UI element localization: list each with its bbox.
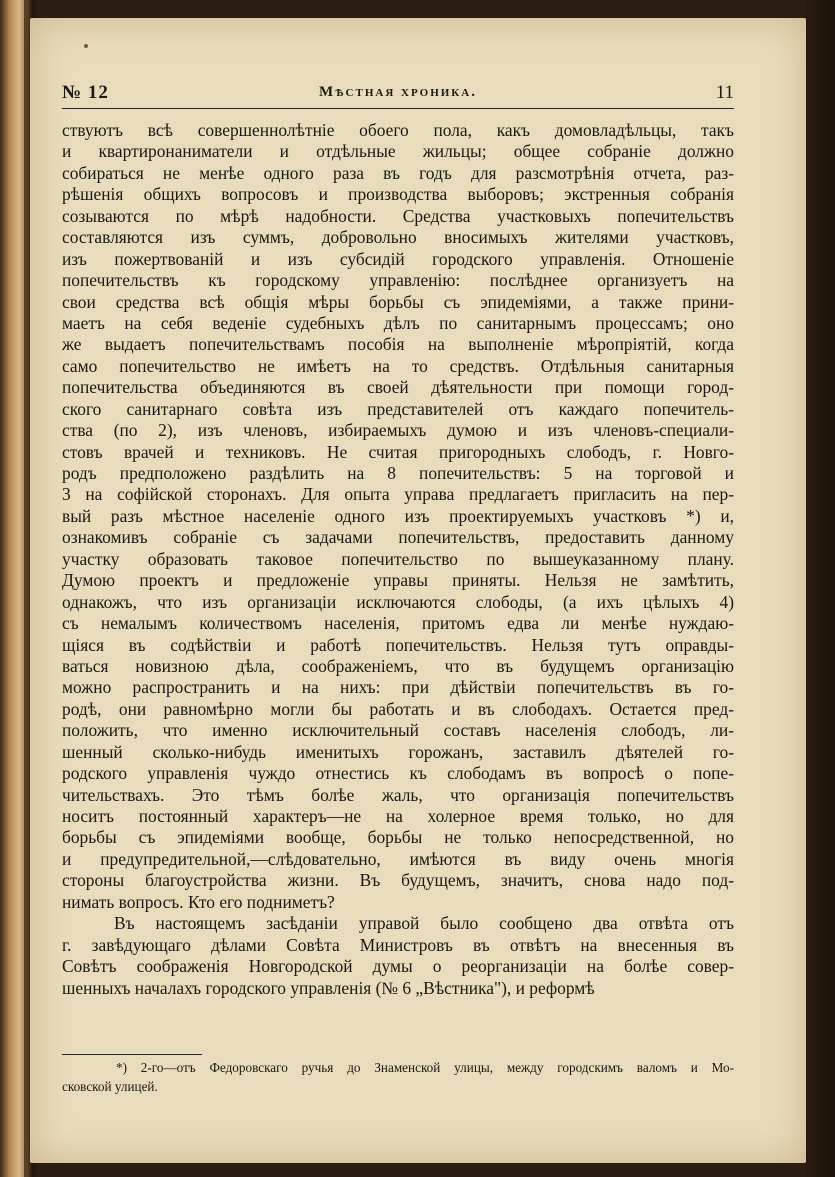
text-line: ского санитарнаго совѣта изъ представителей отъ каждаго попечитель- <box>62 398 734 419</box>
text-line: носитъ постоянный характеръ—не на холерное время только, но для <box>62 806 734 826</box>
text-line: изъ пожертвованій и изъ субсидій городского управленія. Отношеніе <box>62 248 734 269</box>
text-line: стовъ врачей и техниковъ. Не считая пригородныхъ слободъ, г. Новго- <box>62 441 734 462</box>
text-line: стороны благоустройства жизни. Въ будущемъ, значитъ, снова надо под- <box>62 870 734 891</box>
running-header <box>62 82 734 108</box>
text-line: Въ настоящемъ засѣданіи управой было сообщено два отвѣта отъ <box>114 913 734 934</box>
text-line: 3 на софійской сторонахъ. Для опыта управа предлагаетъ пригласить на пер- <box>62 484 734 505</box>
text-line: положить, что именно исключительный составъ населенія слободъ, ли- <box>62 720 734 741</box>
text-line: составляются изъ суммъ, добровольно вносимыхъ жителями участковъ, <box>62 227 734 248</box>
section-title: Мѣстная хроника. <box>319 84 477 100</box>
text-line: можно распространить и на нихъ: при дѣйствіи попечительствъ въ го- <box>62 677 734 698</box>
text-line: съ немалымъ количествомъ населенія, притомъ едва ли менѣе нуждаю- <box>62 613 734 634</box>
text-line: ознакомивъ собраніе съ задачами попечительствъ, предоставить данному <box>62 527 734 548</box>
footnote <box>62 1058 734 1096</box>
text-line: г. завѣдующаго дѣлами Совѣта Министровъ въ отвѣтъ на внесенныя въ <box>62 934 734 955</box>
footnote-line: сковской улицей. <box>62 1079 158 1094</box>
issue-number: № 12 <box>62 82 109 103</box>
text-line: нимать вопросъ. Кто его подниметъ? <box>62 891 335 912</box>
text-line: борьбы съ эпидеміями вообще, борьбы не только непосредственной, но <box>62 827 734 848</box>
text-line: собираться не менѣе одного раза въ годъ для разсмотрѣнія отчета, раз- <box>62 162 734 183</box>
text-line: шенный сколько-нибудь именитыхъ горожанъ, заставилъ дѣятелей го- <box>62 741 734 762</box>
text-line: ства (по 2), изъ членовъ, избираемыхъ думою и изъ членовъ-специали- <box>62 420 734 441</box>
article-body <box>62 120 734 999</box>
header-rule <box>62 108 734 109</box>
text-line: участку образовать таковое попечительство по вышеуказанному плану. <box>62 548 734 569</box>
text-line: свои средства всѣ общія мѣры борьбы съ эпидеміями, а также прини- <box>62 291 734 312</box>
text-line: созываются по мѣрѣ надобности. Средства участковыхъ попечительствъ <box>62 205 734 226</box>
text-line: родского управленія чуждо отнестись къ слободамъ въ вопросѣ о попе- <box>62 763 734 784</box>
text-line: Думою проектъ и предложеніе управы приняты. Нельзя не замѣтить, <box>62 570 734 591</box>
text-line: чительствахъ. Это тѣмъ болѣе жаль, что организація попечительствъ <box>62 784 734 805</box>
text-line: и предупредительной,—слѣдовательно, имѣются въ виду очень многія <box>62 848 734 869</box>
text-line: однакожъ, что изъ организаціи исключаются слободы, (а ихъ цѣлыхъ 4) <box>62 591 734 612</box>
page-number: 11 <box>715 82 734 103</box>
text-line: шенныхъ началахъ городского управленія (№ 6 „Вѣстника"), и реформѣ <box>62 977 595 998</box>
text-line: же выдаетъ попечительствамъ пособія на выполненіе мѣропріятій, когда <box>62 334 734 355</box>
text-line: маетъ на себя веденіе судебныхъ дѣлъ по санитарнымъ процессамъ; оно <box>62 312 734 333</box>
text-line: Совѣтъ соображенія Новгородской думы о реорганизаціи на болѣе совер- <box>62 956 734 977</box>
text-line: попечительствъ къ городскому управленію: послѣднее организуетъ на <box>62 270 734 291</box>
text-line: родъ предположено раздѣлить на 8 попечительствъ: 5 на торговой и <box>62 463 734 483</box>
paper-speck <box>84 44 88 48</box>
text-line: и квартиронаниматели и отдѣльные жильцы; общее собраніе должно <box>62 141 734 162</box>
footnote-rule <box>62 1054 202 1055</box>
text-line: само попечительство не имѣетъ на то средствъ. Отдѣльныя санитарныя <box>62 355 734 376</box>
footnote-line: *) 2-го—отъ Федоровскаго ручья до Знаменской улицы, между городскимъ валомъ и Мо- <box>116 1060 734 1075</box>
text-line: ствуютъ всѣ совершеннолѣтніе обоего пола, какъ домовладѣльцы, такъ <box>62 120 734 140</box>
text-line: ваться новизною дѣла, соображеніемъ, что въ будущемъ организацію <box>62 655 734 676</box>
text-line: родѣ, они равномѣрно могли бы работать и въ слободахъ. Остается пред- <box>62 698 734 719</box>
page-edge-background <box>806 0 835 1177</box>
text-line: рѣшенія общихъ вопросовъ и производства выборовъ; экстренныя собранія <box>62 184 734 205</box>
text-line: попечительства объединяются въ своей дѣятельности при помощи город- <box>62 377 734 398</box>
text-line: вый разъ мѣстное населеніе одного изъ проектируемыхъ участковъ *) и, <box>62 505 734 526</box>
text-line: щіяся въ содѣйствіи и работѣ попечительствъ. Нельзя тутъ оправды- <box>62 634 734 655</box>
